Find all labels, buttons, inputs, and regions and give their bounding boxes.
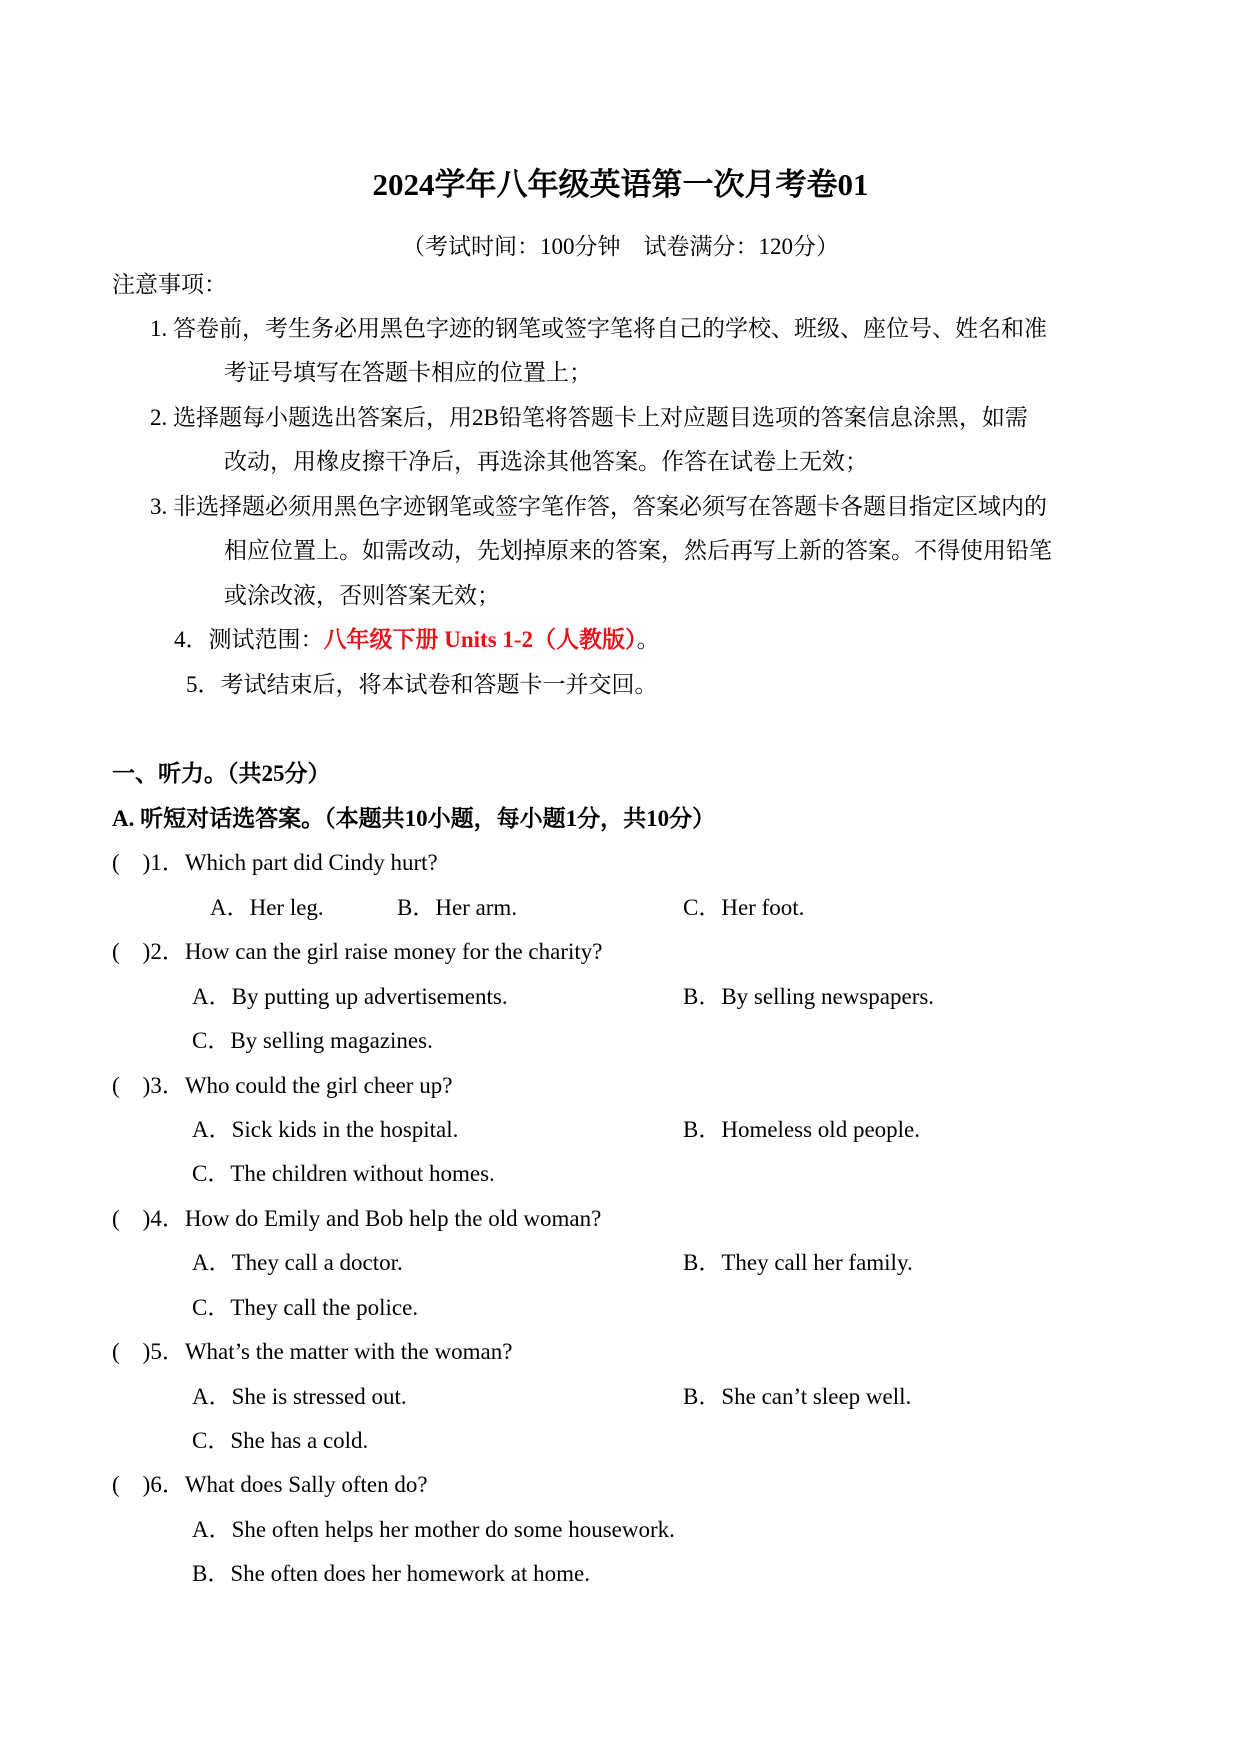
notice-item-1-line-2: 考证号填写在答题卡相应的位置上； <box>224 360 592 385</box>
question-6-option-a: A．She often helps her mother do some housework. <box>192 1517 675 1542</box>
notice-heading: 注意事项： <box>112 272 227 297</box>
notice-item-4-prefix: 4．测试范围： <box>174 627 324 652</box>
notice-item-2-line-1: 2. 选择题每小题选出答案后，用2B铅笔将答题卡上对应题目选项的答案信息涂黑，如需 <box>150 405 1028 430</box>
section-1-heading: 一、听力。（共25分） <box>112 761 331 786</box>
notice-item-4-suffix: 。 <box>636 627 660 652</box>
part-a-heading: A. 听短对话选答案。（本题共10小题，每小题1分，共10分） <box>112 806 716 831</box>
notice-item-2-line-2: 改动，用橡皮擦干净后，再选涂其他答案。作答在试卷上无效； <box>224 449 868 474</box>
question-5-option-b: B．She can’t sleep well. <box>683 1384 912 1409</box>
question-1-option-c: C．Her foot. <box>683 895 805 920</box>
question-3-option-c: C．The children without homes. <box>192 1161 495 1186</box>
question-3-stem: ( )3．Who could the girl cheer up? <box>112 1073 453 1098</box>
test-scope: 八年级下册 Units 1-2（人教版） <box>323 627 637 652</box>
page-title: 2024学年八年级英语第一次月考卷01 <box>372 167 869 202</box>
notice-item-3-line-1: 3. 非选择题必须用黑色字迹钢笔或签字笔作答，答案必须写在答题卡各题目指定区域内的 <box>150 494 1047 519</box>
question-2-option-a: A．By putting up advertisements. <box>192 984 508 1009</box>
question-6-stem: ( )6．What does Sally often do? <box>112 1472 428 1497</box>
question-3-option-a: A．Sick kids in the hospital. <box>192 1117 459 1142</box>
question-3-option-b: B．Homeless old people. <box>683 1117 920 1142</box>
question-4-option-a: A．They call a doctor. <box>192 1250 403 1275</box>
notice-item-4 <box>174 625 660 655</box>
question-4-option-c: C．They call the police. <box>192 1295 419 1320</box>
notice-item-5: 5．考试结束后，将本试卷和答题卡一并交回。 <box>186 672 658 697</box>
question-2-option-c: C．By selling magazines. <box>192 1028 433 1053</box>
notice-item-1-line-1: 1. 答卷前，考生务必用黑色字迹的钢笔或签字笔将自己的学校、班级、座位号、姓名和准 <box>150 316 1047 341</box>
notice-item-3-line-3: 或涂改液，否则答案无效； <box>224 583 500 608</box>
question-2-stem: ( )2．How can the girl raise money for the charity? <box>112 939 603 964</box>
notice-item-3-line-2: 相应位置上。如需改动，先划掉原来的答案，然后再写上新的答案。不得使用铅笔 <box>224 538 1052 563</box>
question-1-option-a: A．Her leg. <box>210 895 324 920</box>
question-4-stem: ( )4．How do Emily and Bob help the old woman? <box>112 1206 602 1231</box>
question-1-stem: ( )1．Which part did Cindy hurt? <box>112 850 438 875</box>
question-5-stem: ( )5．What’s the matter with the woman? <box>112 1339 513 1364</box>
question-2-option-b: B．By selling newspapers. <box>683 984 935 1009</box>
question-5-option-a: A．She is stressed out. <box>192 1384 407 1409</box>
question-5-option-c: C．She has a cold. <box>192 1428 369 1453</box>
question-4-option-b: B．They call her family. <box>683 1250 913 1275</box>
exam-info: （考试时间：100分钟 试卷满分：120分） <box>402 234 839 259</box>
question-1-option-b: B．Her arm. <box>397 895 518 920</box>
question-6-option-b: B．She often does her homework at home. <box>192 1561 590 1586</box>
